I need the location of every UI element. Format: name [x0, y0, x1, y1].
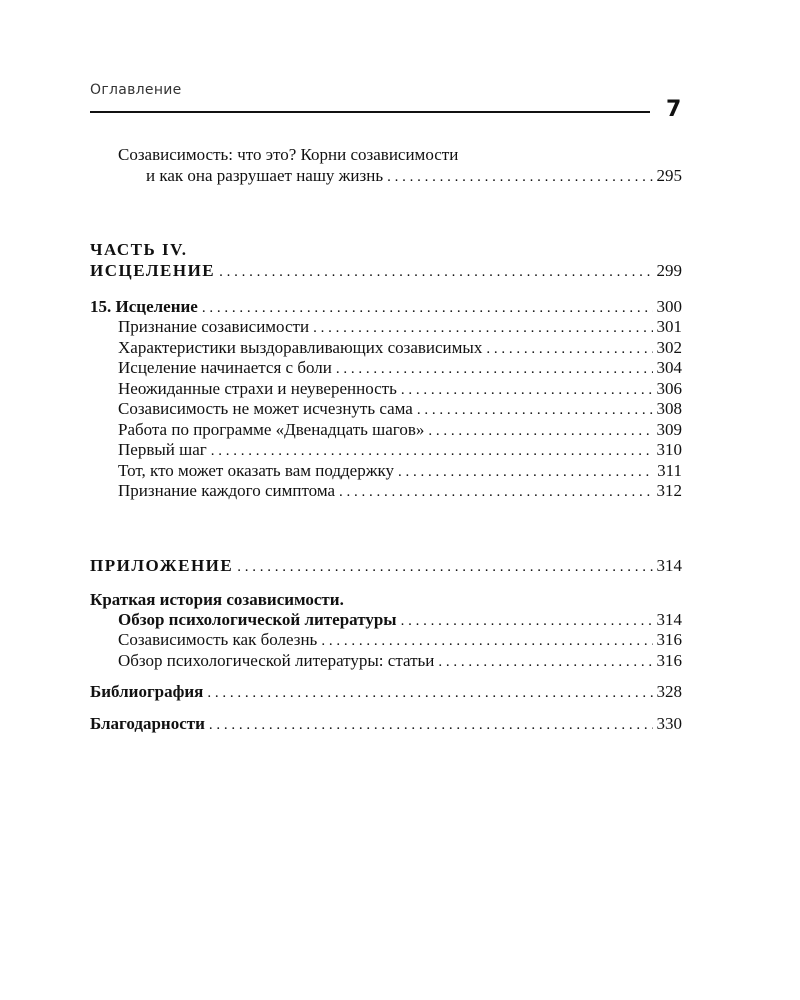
toc-entry: [118, 481, 682, 501]
toc-entry: [118, 630, 682, 650]
dot-leader: [387, 167, 652, 187]
toc-entry-label: Благодарности: [90, 714, 205, 733]
dot-leader: [202, 298, 653, 318]
toc-entry-page: 310: [656, 440, 682, 459]
toc-entry: [118, 379, 682, 399]
toc-entry-label: Первый шаг: [118, 440, 207, 459]
toc-entry-label: Исцеление начинается с боли: [118, 358, 332, 377]
dot-leader: [339, 482, 652, 502]
toc-entry-page: 304: [656, 358, 682, 377]
toc-entry-page: 301: [656, 317, 682, 336]
toc-entry-label: Тот, кто может оказать вам поддержку: [118, 461, 394, 480]
toc-entry-label: Обзор психологической литературы: статьи: [118, 651, 435, 670]
toc-entry-label: Признание созависимости: [118, 317, 310, 336]
toc-entry: [118, 651, 682, 671]
page-number: 7: [666, 97, 682, 122]
toc-entry-page: 312: [656, 481, 682, 500]
dot-leader: [313, 318, 652, 338]
toc-entry-page: 330: [656, 714, 682, 733]
running-header-title: Оглавление: [90, 82, 182, 98]
toc-entry-page: 314: [656, 556, 682, 575]
part-title: ИСЦЕЛЕНИЕ: [90, 261, 216, 280]
toc-entry-label: Обзор психологической литературы: [118, 610, 397, 629]
dot-leader: [237, 557, 652, 577]
toc-entry-page: 328: [656, 682, 682, 701]
toc-entry-page: 306: [656, 379, 682, 398]
toc-entry-page: 316: [656, 630, 682, 649]
toc-entry-codependency-line1: Созависимость: что это? Корни созависимости: [118, 145, 459, 164]
dot-leader: [398, 462, 653, 482]
dot-leader: [336, 359, 653, 379]
toc-entry-bibliography: [90, 682, 682, 702]
toc-entry-page: 295: [656, 166, 682, 185]
toc-entry: [118, 338, 682, 358]
toc-entry-page: 311: [657, 461, 682, 480]
toc-entry-label: Работа по программе «Двенадцать шагов»: [118, 420, 425, 439]
toc-entry-chapter15: [90, 297, 682, 317]
dot-leader: [417, 400, 653, 420]
toc-entry-label: Библиография: [90, 682, 204, 701]
dot-leader: [207, 683, 652, 703]
toc-entry: [118, 440, 682, 460]
toc-entry-label: Созависимость как болезнь: [118, 630, 318, 649]
dot-leader: [438, 652, 652, 672]
dot-leader: [321, 631, 652, 651]
toc-entry-label: Неожиданные страхи и неуверенность: [118, 379, 397, 398]
dot-leader: [486, 339, 652, 359]
toc-entry-page: 316: [656, 651, 682, 670]
toc-entry-page: 314: [656, 610, 682, 629]
toc-entry-page: 302: [656, 338, 682, 357]
toc-entry-label: Признание каждого симптома: [118, 481, 336, 500]
dot-leader: [211, 441, 653, 461]
toc-entry: [118, 317, 682, 337]
toc-entry-label: Созависимость не может исчезнуть сама: [118, 399, 413, 418]
toc-entry: [118, 461, 682, 481]
dot-leader: [401, 611, 653, 631]
toc-entry-page: 309: [656, 420, 682, 439]
toc-entry-label: Характеристики выздоравливающих созависимых: [118, 338, 483, 357]
header-rule: [90, 111, 650, 113]
dot-leader: [209, 715, 653, 735]
toc-entry-page: 299: [656, 261, 682, 280]
toc-entry: [118, 358, 682, 378]
toc-entry-page: 308: [656, 399, 682, 418]
toc-entry-label: и как она разрушает нашу жизнь: [146, 166, 384, 185]
toc-entry-page: 300: [656, 297, 682, 316]
history-title: Краткая история созависимости.: [90, 590, 344, 609]
toc-entry-acknowledgements: [90, 714, 682, 734]
toc-entry: [118, 399, 682, 419]
dot-leader: [219, 262, 652, 282]
toc-entry: [118, 420, 682, 440]
part-label: ЧАСТЬ IV.: [90, 240, 188, 259]
chapter-title: 15. Исцеление: [90, 297, 198, 316]
toc-entry-appendix: [90, 556, 682, 576]
dot-leader: [401, 380, 653, 400]
dot-leader: [428, 421, 652, 441]
appendix-title: ПРИЛОЖЕНИЕ: [90, 556, 234, 575]
toc-entry-codependency: [146, 166, 682, 186]
toc-entry-history: [118, 610, 682, 630]
toc-entry-part4: [90, 261, 682, 281]
